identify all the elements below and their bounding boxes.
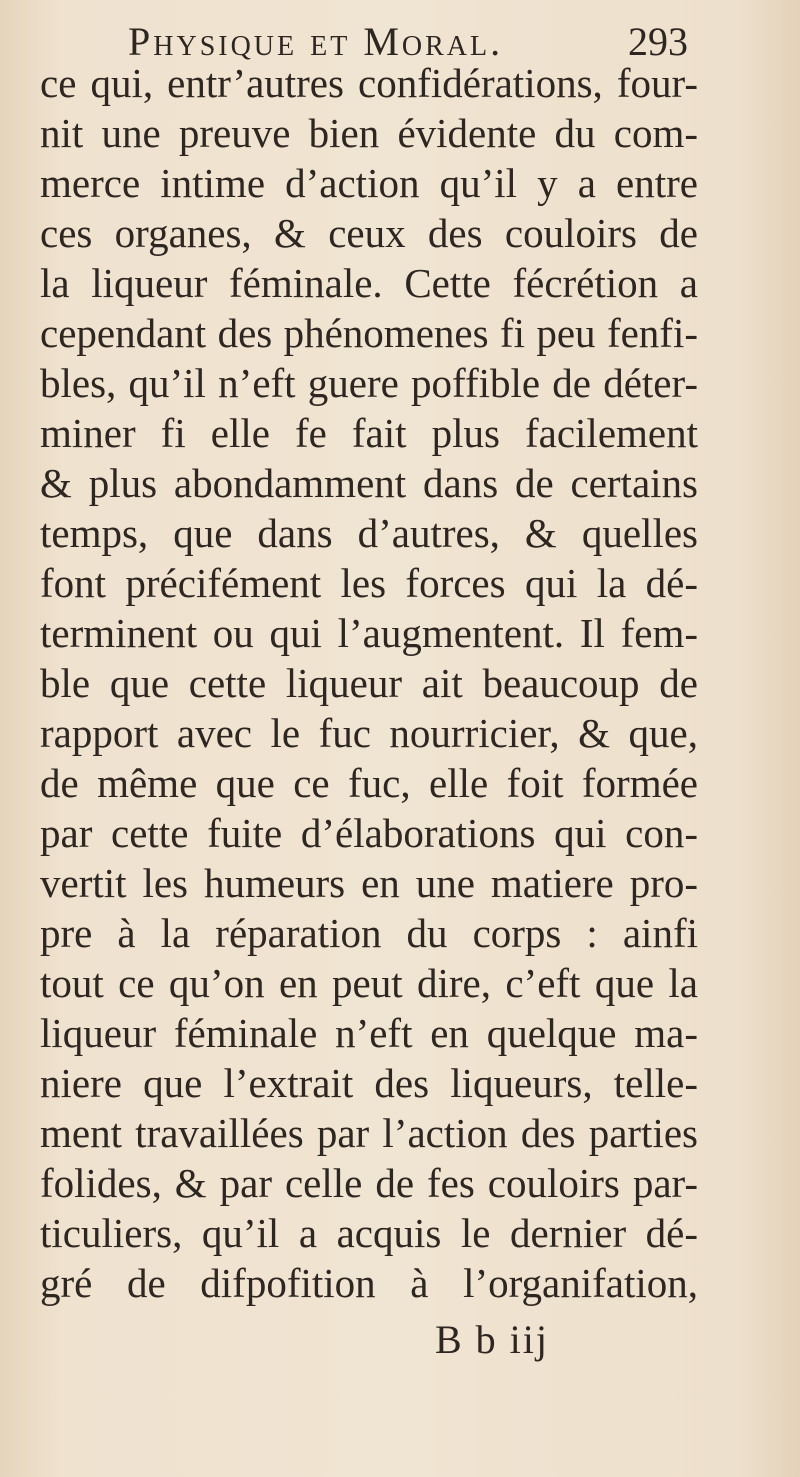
text-line: cependant des phénomenes fi peu fenfi- — [40, 310, 698, 356]
text-line: ticuliers, qu’il a acquis le dernier dé- — [40, 1210, 698, 1256]
text-line: liqueur féminale n’eft en quelque ma- — [40, 1010, 698, 1056]
text-line: temps, que dans d’autres, & quelles — [40, 510, 698, 556]
running-title: Physique et Moral. — [128, 19, 504, 64]
text-line: gré de difpofition à l’organifation, — [40, 1260, 698, 1306]
text-line: pre à la réparation du corps : ainfi — [40, 910, 698, 956]
signature-mark: B b iij — [435, 1317, 550, 1362]
text-line: nit une preuve bien évidente du com- — [40, 110, 698, 156]
text-line: ces organes, & ceux des couloirs de — [40, 210, 698, 256]
text-line: la liqueur féminale. Cette fécrétion a — [40, 260, 698, 306]
text-line: de même que ce fuc, elle foit formée — [40, 760, 698, 806]
body-text — [40, 58, 698, 1308]
text-line: tout ce qu’on en peut dire, c’eft que la — [40, 960, 698, 1006]
text-line: ble que cette liqueur ait beaucoup de — [40, 660, 698, 706]
text-line: ce qui, entr’autres confidérations, four- — [40, 60, 698, 106]
text-line: folides, & par celle de fes couloirs par- — [40, 1160, 698, 1206]
text-line: vertit les humeurs en une matiere pro- — [40, 860, 698, 906]
text-line: bles, qu’il n’eft guere poffible de déter- — [40, 360, 698, 406]
text-line: ment travaillées par l’action des parties — [40, 1110, 698, 1156]
text-line: & plus abondamment dans de certains — [40, 460, 698, 506]
text-line: par cette fuite d’élaborations qui con- — [40, 810, 698, 856]
text-line: miner fi elle fe fait plus facilement — [40, 410, 698, 456]
text-line: merce intime d’action qu’il y a entre — [40, 160, 698, 206]
text-line: rapport avec le fuc nourricier, & que, — [40, 710, 698, 756]
text-line: niere que l’extrait des liqueurs, telle- — [40, 1060, 698, 1106]
page-number: 293 — [628, 19, 688, 64]
text-line: font précifément les forces qui la dé- — [40, 560, 698, 606]
text-line: terminent ou qui l’augmentent. Il fem- — [40, 610, 698, 656]
